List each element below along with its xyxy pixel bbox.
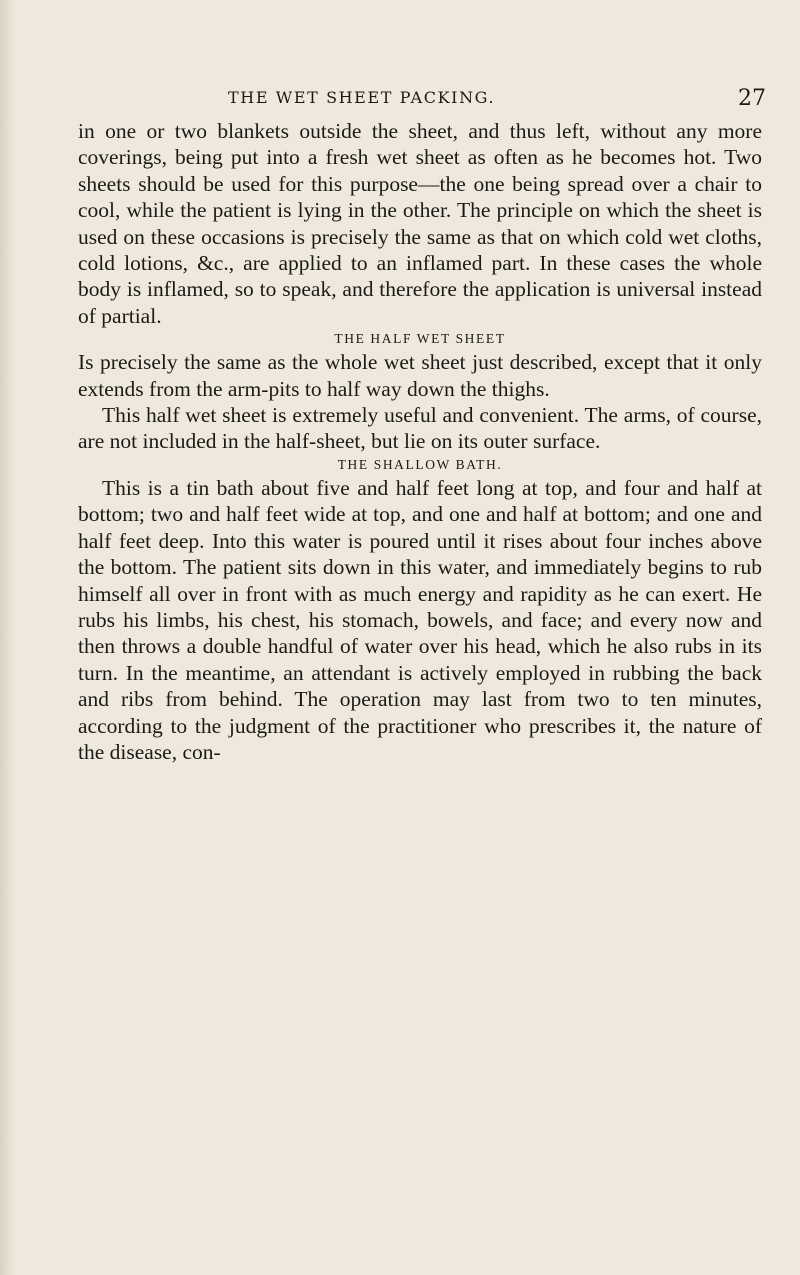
paragraph-half-wet-sheet: Is precisely the same as the whole wet sheet just described, except that it only extends from the arm-pits to half way down the thighs. (78, 350, 762, 401)
section-heading-half-wet-sheet: THE HALF WET SHEET (334, 331, 506, 347)
paragraph-continued: in one or two blankets outside the sheet, and thus left, without any more coverings, being put into a fresh wet sheet as often as he becomes hot. Two sheets should be used for this purpose—the one being spread over a chair to cool, while the patient is lying in the other. The principle on which the sheet is used on these occasions is precisely the same as that on which cold wet cloths, cold lotions, &c., are applied to an inflamed part. In these cases the whole body is inflamed, so to speak, and therefore the application is universal instead of partial. (78, 119, 762, 328)
page-gutter (0, 0, 16, 1275)
page-body (78, 118, 762, 765)
paragraph-half-wet-sheet-use: This half wet sheet is extremely useful and convenient. The arms, of course, are not included in the half-sheet, but lie on its outer surface. (78, 403, 762, 454)
page-header (78, 86, 768, 116)
page-number: 27 (738, 86, 766, 111)
paragraph-shallow-bath: This is a tin bath about five and half feet long at top, and four and half at bottom; two and half feet wide at top, and one and half at bottom; and one and half feet deep. Into this water is poured until it rises about four inches above the bottom. The patient sits down in this water, and immediately begins to rub himself all over in front with as much energy and rapidity as he can exert. He rubs his limbs, his chest, his stomach, bowels, and face; and every now and then throws a double handful of water over his head, which he also rubs in its turn. In the meantime, an attendant is actively employed in rubbing the back and ribs from behind. The operation may last from two to ten minutes, according to the judgment of the practitioner who prescribes it, the nature of the disease, con- (78, 475, 762, 764)
running-head: THE WET SHEET PACKING. (228, 88, 496, 107)
section-heading-shallow-bath: THE SHALLOW BATH. (337, 456, 503, 472)
